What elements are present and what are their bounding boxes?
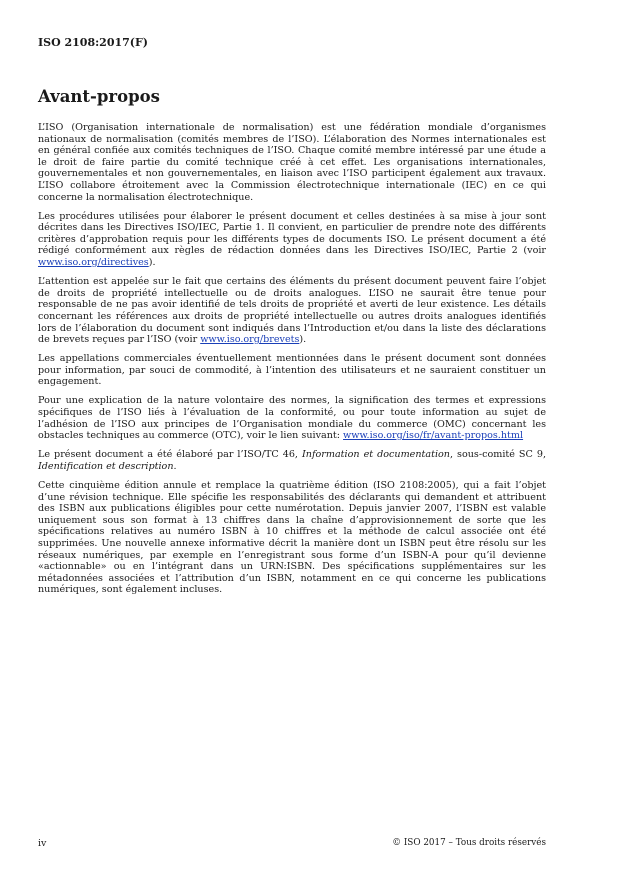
- paragraph-text: , sous-comité SC 9,: [449, 449, 546, 461]
- paragraph-text: L’attention est appelée sur le fait que certains des éléments du présent document peuvent faire l’objet de droits de propriété intellectuelle ou de droits analogues. L’ISO ne saurait être tenue pour responsable de ne pas avoir identifié de tels droits de propriété et averti de leur existence. Les détails concernant les références aux droits de propriété intellectuelle ou autres droits analogues identifiés lors de l’élaboration du document sont indiqués dans l’Introduction et/ou dans la liste des déclarations de brevets reçues par l’ISO (voir: [38, 276, 546, 346]
- patents-link[interactable]: www.iso.org/brevets: [200, 334, 300, 346]
- paragraph-edition-changes: Cette cinquième édition annule et remplace la quatrième édition (ISO 2108:2005), qui a fait l’objet d’une révision technique. Elle spécifie les responsabilités des déclarants qui demandent et attribuent des ISBN aux publications éligibles pour cette numérotation. Depuis janvier 2007, l’ISBN est valable uniquement sous son format à 13 chiffres dans la chaîne d’approvisionnement de sorte que les spécifications relatives au numéro ISBN à 10 chiffres et la méthode de calcul associée ont été supprimées. Une nouvelle annexe informative décrit la manière dont un ISBN peut être résolu sur les réseaux numériques, par exemple en l’enregistrant sous forme d’un ISBN-A pour qu’il devienne «actionnable» ou en l’intégrant dans un URN:ISBN. Des spécifications supplémentaires sur les métadonnées associées et l’attribution d’un ISBN, notamment en ce qui concerne les publications numériques, sont également incluses.: [38, 480, 546, 596]
- foreword-info-link[interactable]: www.iso.org/iso/fr/avant-propos.html: [343, 430, 524, 442]
- paragraph-iso-intro: L’ISO (Organisation internationale de normalisation) est une fédération mondiale d’organismes nationaux de normalisation (comités membres de l’ISO). L’élaboration des Normes internationales est en général confiée aux comités techniques de l’ISO. Chaque comité membre intéressé par une étude a le droit de faire partie du comité technique créé à cet effet. Les organisations internationales, gouvernementales et non gouvernementales, en liaison avec l’ISO participent également aux travaux. L’ISO collabore étroitement avec la Commission électrotechnique internationale (IEC) en ce qui concerne la normalisation électrotechnique.: [38, 122, 546, 203]
- directives-link[interactable]: www.iso.org/directives: [38, 257, 149, 269]
- paragraph-text: ).: [299, 334, 307, 346]
- paragraph-patents: [38, 276, 546, 346]
- paragraph-text: Les procédures utilisées pour élaborer le présent document et celles destinées à sa mise à jour sont décrites dans les Directives ISO/IEC, Partie 1. Il convient, en particulier de prendre note des différents critères d’approbation requis pour les différents types de documents ISO. Le présent document a été rédigé conformément aux règles de rédaction données dans les Directives ISO/IEC, Partie 2 (voir: [38, 210, 546, 257]
- copyright-notice: © ISO 2017 – Tous droits réservés: [392, 838, 546, 848]
- paragraph-voluntary-nature: [38, 395, 546, 441]
- document-id-header: ISO 2108:2017(F): [38, 36, 149, 49]
- paragraph-text: Pour une explication de la nature volontaire des normes, la signification des termes et expressions spécifiques de l’ISO liés à l’évaluation de la conformité, ou pour toute information au sujet de l’adhésion de l’ISO aux principes de l’Organisation mondiale du commerce (OMC) concernant les obstacles techniques au commerce (OTC), voir le lien suivant:: [38, 395, 546, 442]
- page-title: Avant-propos: [38, 87, 160, 106]
- paragraph-text: ).: [148, 257, 156, 269]
- committee-title: Information et documentation: [301, 449, 450, 461]
- paragraph-committee: [38, 449, 546, 472]
- paragraph-text: Le présent document a été élaboré par l’ISO/TC 46,: [38, 449, 302, 461]
- subcommittee-title: Identification et description: [38, 460, 174, 472]
- paragraph-text: .: [173, 460, 177, 472]
- foreword-body: [38, 122, 546, 603]
- paragraph-trade-names: Les appellations commerciales éventuellement mentionnées dans le présent document sont données pour information, par souci de commodité, à l’intention des utilisateurs et ne sauraient constituer un engagement.: [38, 353, 546, 388]
- paragraph-procedures: [38, 211, 546, 269]
- page-number: iv: [38, 838, 47, 849]
